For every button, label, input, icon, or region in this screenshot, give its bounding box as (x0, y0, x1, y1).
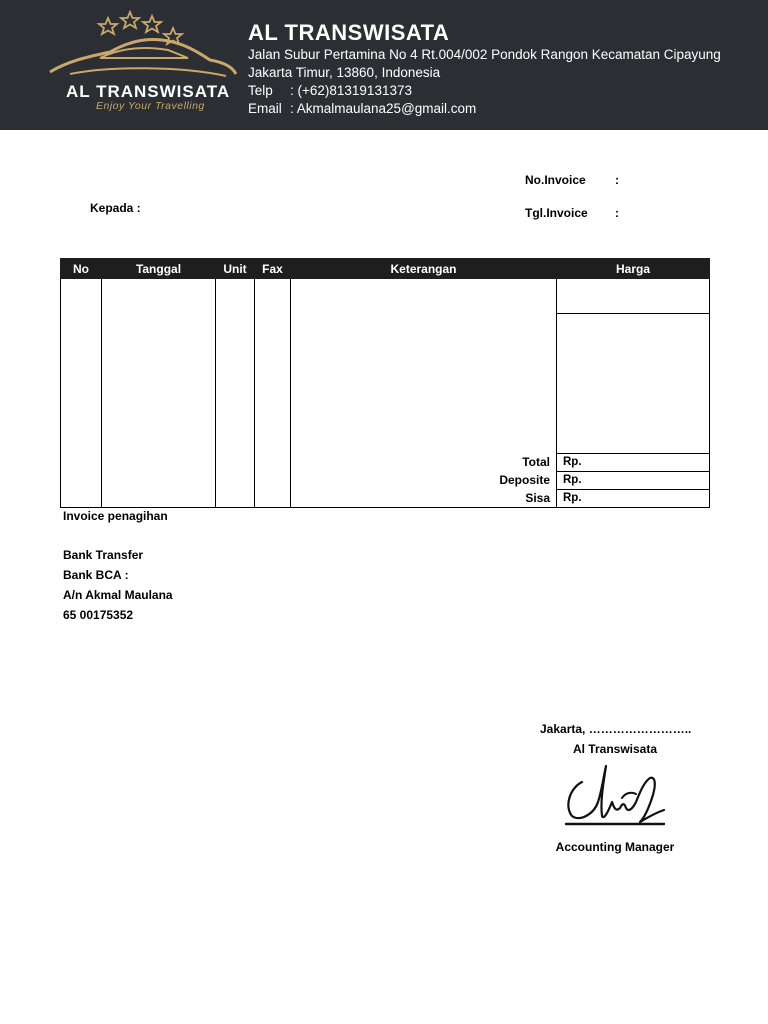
sisa-amount-cell[interactable]: Rp. (557, 489, 709, 507)
header-harga: Harga (557, 259, 710, 279)
table-header-row (61, 259, 710, 279)
no-invoice-colon: : (615, 173, 619, 187)
telp-label: Telp (248, 83, 273, 98)
signature-block (540, 722, 690, 854)
signature-company: Al Transwisata (572, 742, 658, 756)
signature-icon (560, 762, 670, 834)
logo-brand-text: AL TRANSWISATA (66, 82, 231, 101)
address-line-1: Jalan Subur Pertamina No 4 Rt.004/002 Pondok Rangon Kecamatan Cipayung (248, 47, 721, 62)
tgl-invoice-label: Tgl.Invoice (525, 206, 588, 220)
table-row (61, 279, 710, 508)
bank-transfer-label: Bank Transfer (63, 548, 144, 562)
summary-labels (499, 453, 550, 507)
address-line-2: Jakarta Timur, 13860, Indonesia (248, 65, 441, 80)
no-invoice-label: No.Invoice (525, 173, 586, 187)
invoice-table (60, 258, 710, 508)
total-label: Total (522, 455, 550, 469)
cell-unit[interactable] (216, 279, 255, 508)
header-fax: Fax (255, 259, 291, 279)
place-date: Jakarta, …………………….. (540, 722, 692, 736)
invoice-penagihan-note: Invoice penagihan (63, 509, 168, 523)
letterhead (0, 0, 768, 130)
cell-fax[interactable] (255, 279, 291, 508)
cell-keterangan[interactable] (291, 279, 557, 508)
telp-value: : (+62)81319131373 (290, 83, 412, 98)
company-name: AL TRANSWISATA (248, 20, 450, 45)
bank-name: Bank BCA : (63, 568, 129, 582)
cell-tanggal[interactable] (102, 279, 216, 508)
header-no: No (61, 259, 102, 279)
harga-top-cell[interactable] (557, 279, 709, 314)
total-amount-cell[interactable]: Rp. (563, 456, 582, 468)
email-line (248, 101, 476, 116)
kepada-label: Kepada : (90, 201, 141, 215)
header-unit: Unit (216, 259, 255, 279)
header-tanggal: Tanggal (102, 259, 216, 279)
cell-harga (557, 279, 710, 508)
deposite-amount-cell[interactable]: Rp. (557, 471, 709, 489)
sisa-label: Sisa (525, 491, 550, 505)
email-label: Email (248, 101, 282, 116)
email-value: : Akmalmaulana25@gmail.com (290, 101, 477, 116)
cell-no[interactable] (61, 279, 102, 508)
account-number: 65 00175352 (63, 608, 134, 622)
telp-line (248, 83, 412, 98)
harga-middle-cell[interactable] (557, 314, 709, 454)
signature-title: Accounting Manager (555, 840, 675, 854)
logo-tagline: Enjoy Your Travelling (96, 100, 205, 112)
deposite-label: Deposite (499, 473, 550, 487)
tgl-invoice-colon: : (615, 206, 619, 220)
header-keterangan: Keterangan (291, 259, 557, 279)
account-name: A/n Akmal Maulana (63, 588, 173, 602)
